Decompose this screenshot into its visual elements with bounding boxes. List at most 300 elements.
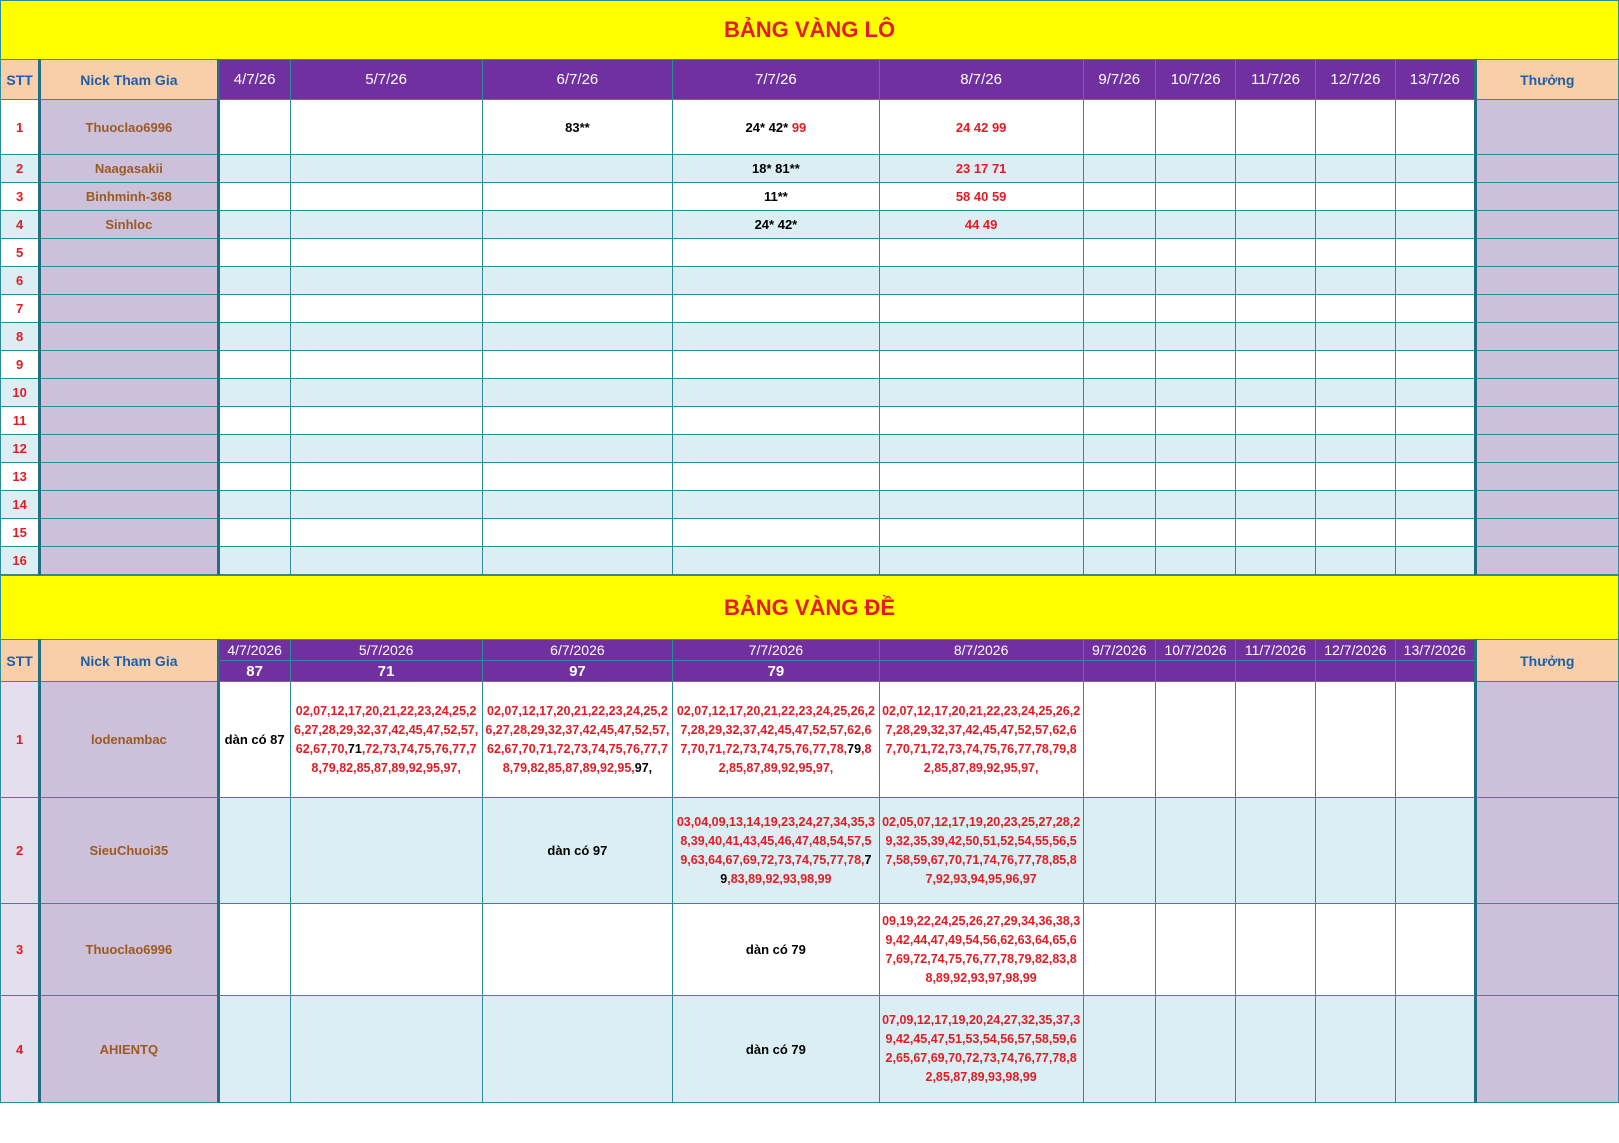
cell[interactable] <box>1236 463 1315 491</box>
cell[interactable] <box>879 379 1083 407</box>
cell[interactable] <box>1315 463 1395 491</box>
nick-cell[interactable]: Binhminh-368 <box>40 183 218 211</box>
cell[interactable] <box>290 155 482 183</box>
cell[interactable] <box>1315 519 1395 547</box>
cell[interactable] <box>482 491 673 519</box>
nick-cell[interactable]: Thuoclao6996 <box>40 100 218 155</box>
cell[interactable] <box>1236 295 1315 323</box>
cell[interactable]: 02,07,12,17,20,21,22,23,24,25,26,27,28,29,32,37,42,45,47,52,57,62,67,70,71,72,73,74,75,76,77,78,79,82,85,87,89,92,95,97, <box>879 682 1083 798</box>
cell[interactable] <box>1155 379 1235 407</box>
cell[interactable]: dàn có 97 <box>482 798 673 904</box>
cell[interactable] <box>218 435 290 463</box>
cell[interactable] <box>1236 491 1315 519</box>
cell[interactable] <box>1155 491 1235 519</box>
cell[interactable] <box>1155 407 1235 435</box>
cell[interactable] <box>1315 407 1395 435</box>
cell[interactable] <box>1155 519 1235 547</box>
cell[interactable] <box>482 323 673 351</box>
cell[interactable] <box>1083 407 1155 435</box>
cell[interactable]: 24* 42* <box>673 211 879 239</box>
cell[interactable] <box>879 267 1083 295</box>
cell[interactable] <box>1315 904 1395 996</box>
cell[interactable] <box>218 547 290 575</box>
cell[interactable] <box>1155 351 1235 379</box>
cell[interactable]: 02,05,07,12,17,19,20,23,25,27,28,29,32,35,39,42,50,51,52,54,55,56,57,58,59,67,70,71,74,76,77,78,85,87,92,93,94,95,96,97 <box>879 798 1083 904</box>
cell[interactable] <box>1236 435 1315 463</box>
cell[interactable] <box>1396 547 1475 575</box>
cell[interactable] <box>1083 100 1155 155</box>
cell[interactable] <box>290 183 482 211</box>
cell[interactable] <box>1315 682 1395 798</box>
prize-cell[interactable] <box>1475 379 1619 407</box>
cell[interactable] <box>1236 798 1315 904</box>
cell[interactable] <box>673 798 879 904</box>
cell[interactable] <box>673 323 879 351</box>
prize-cell[interactable] <box>1475 295 1619 323</box>
cell[interactable] <box>482 379 673 407</box>
cell[interactable] <box>1236 323 1315 351</box>
cell[interactable] <box>1396 519 1475 547</box>
cell[interactable] <box>1155 996 1235 1103</box>
cell[interactable] <box>218 519 290 547</box>
cell[interactable] <box>1236 155 1315 183</box>
nick-cell[interactable]: Naagasakii <box>40 155 218 183</box>
nick-cell[interactable] <box>40 407 218 435</box>
cell[interactable] <box>1315 323 1395 351</box>
cell[interactable] <box>673 267 879 295</box>
cell[interactable] <box>1236 100 1315 155</box>
de-header-date: 4/7/2026 <box>218 640 290 661</box>
cell[interactable] <box>879 463 1083 491</box>
cell[interactable] <box>1083 379 1155 407</box>
number-list: ,83,89,92,93,98,99 <box>727 871 832 886</box>
table-row <box>1 491 1619 519</box>
de-header-stt: STT <box>1 640 40 682</box>
cell[interactable] <box>218 463 290 491</box>
nick-cell[interactable] <box>40 435 218 463</box>
de-result: 71 <box>290 661 482 682</box>
cell[interactable] <box>1396 996 1475 1103</box>
cell[interactable] <box>1083 904 1155 996</box>
row-stt: 3 <box>1 904 40 996</box>
prize-cell[interactable] <box>1475 798 1619 904</box>
cell[interactable] <box>1396 379 1475 407</box>
row-stt: 15 <box>1 519 40 547</box>
cell[interactable] <box>290 491 482 519</box>
de-result: 97 <box>482 661 673 682</box>
nick-cell[interactable]: Sinhloc <box>40 211 218 239</box>
prize-cell[interactable] <box>1475 155 1619 183</box>
cell[interactable] <box>1315 491 1395 519</box>
prize-cell[interactable] <box>1475 267 1619 295</box>
lo-header-date: 6/7/26 <box>482 60 673 100</box>
number-list: 02,07,12,17,20,21,22,23,24,25,26,27,28,29,32,37,42,45,47,52,57,62,67,70,71,72,73,74,75,76,77,78, <box>676 703 875 756</box>
cell[interactable] <box>1083 211 1155 239</box>
cell[interactable] <box>290 100 482 155</box>
cell[interactable] <box>1315 351 1395 379</box>
cell[interactable] <box>1083 239 1155 267</box>
cell[interactable] <box>290 682 482 798</box>
cell[interactable] <box>1083 267 1155 295</box>
nick-cell[interactable]: lodenambac <box>40 682 218 798</box>
de-result: 87 <box>218 661 290 682</box>
de-result <box>1236 661 1315 682</box>
row-stt: 5 <box>1 239 40 267</box>
row-stt: 3 <box>1 183 40 211</box>
cell[interactable] <box>673 239 879 267</box>
cell[interactable] <box>1083 183 1155 211</box>
cell[interactable] <box>482 904 673 996</box>
lo-header-date: 5/7/26 <box>290 60 482 100</box>
cell[interactable] <box>218 183 290 211</box>
cell[interactable] <box>290 267 482 295</box>
cell[interactable] <box>1396 239 1475 267</box>
cell[interactable] <box>879 351 1083 379</box>
cell[interactable] <box>1315 295 1395 323</box>
cell[interactable] <box>673 379 879 407</box>
prize-cell[interactable] <box>1475 682 1619 798</box>
cell[interactable] <box>1155 155 1235 183</box>
cell[interactable] <box>879 323 1083 351</box>
hit-text: 99 <box>788 119 807 135</box>
cell[interactable] <box>482 239 673 267</box>
prize-cell[interactable] <box>1475 435 1619 463</box>
nick-cell[interactable] <box>40 323 218 351</box>
prize-cell[interactable] <box>1475 100 1619 155</box>
cell[interactable] <box>1083 491 1155 519</box>
cell[interactable] <box>1396 211 1475 239</box>
cell[interactable] <box>1155 295 1235 323</box>
cell[interactable] <box>1155 435 1235 463</box>
cell[interactable] <box>1236 351 1315 379</box>
cell[interactable] <box>673 547 879 575</box>
cell[interactable] <box>218 267 290 295</box>
cell[interactable] <box>673 519 879 547</box>
cell[interactable] <box>1236 267 1315 295</box>
cell[interactable] <box>218 239 290 267</box>
row-stt: 13 <box>1 463 40 491</box>
row-stt: 1 <box>1 682 40 798</box>
cell[interactable] <box>290 904 482 996</box>
cell[interactable] <box>1396 100 1475 155</box>
table-row <box>1 267 1619 295</box>
cell[interactable] <box>673 435 879 463</box>
row-stt: 2 <box>1 798 40 904</box>
cell[interactable] <box>482 996 673 1103</box>
cell[interactable] <box>1083 996 1155 1103</box>
cell[interactable] <box>482 682 673 798</box>
nick-cell[interactable]: AHIENTQ <box>40 996 218 1103</box>
cell[interactable] <box>879 239 1083 267</box>
cell[interactable] <box>1083 295 1155 323</box>
cell[interactable] <box>673 295 879 323</box>
cell[interactable] <box>482 295 673 323</box>
cell[interactable] <box>879 547 1083 575</box>
lo-header-date: 10/7/26 <box>1155 60 1235 100</box>
cell[interactable] <box>290 407 482 435</box>
cell[interactable] <box>1236 183 1315 211</box>
cell[interactable] <box>1083 435 1155 463</box>
cell[interactable] <box>1396 155 1475 183</box>
cell[interactable] <box>1396 267 1475 295</box>
row-stt: 11 <box>1 407 40 435</box>
cell[interactable]: dàn có 79 <box>673 904 879 996</box>
cell[interactable] <box>1155 904 1235 996</box>
cell[interactable] <box>1083 463 1155 491</box>
row-stt: 4 <box>1 211 40 239</box>
cell[interactable] <box>879 519 1083 547</box>
row-stt: 12 <box>1 435 40 463</box>
de-result <box>1083 661 1155 682</box>
prize-cell[interactable] <box>1475 491 1619 519</box>
cell[interactable] <box>218 295 290 323</box>
cell[interactable] <box>218 211 290 239</box>
de-header-prize: Thưởng <box>1475 640 1619 682</box>
hit-number: 79 <box>720 852 872 886</box>
cell[interactable] <box>879 407 1083 435</box>
row-stt: 7 <box>1 295 40 323</box>
prize-cell[interactable] <box>1475 183 1619 211</box>
cell[interactable] <box>1155 547 1235 575</box>
table-row <box>1 435 1619 463</box>
cell[interactable] <box>290 519 482 547</box>
cell[interactable] <box>218 996 290 1103</box>
cell[interactable] <box>1236 239 1315 267</box>
de-result <box>879 661 1083 682</box>
prize-cell[interactable] <box>1475 463 1619 491</box>
prize-cell[interactable] <box>1475 239 1619 267</box>
cell[interactable] <box>1236 682 1315 798</box>
nick-cell[interactable] <box>40 491 218 519</box>
lo-header-date: 11/7/26 <box>1236 60 1315 100</box>
prize-cell[interactable] <box>1475 519 1619 547</box>
cell[interactable]: 09,19,22,24,25,26,27,29,34,36,38,39,42,44,47,49,54,56,62,63,64,65,67,69,72,74,75,76,77,78,79,82,83,88,89,92,93,97,98,99 <box>879 904 1083 996</box>
row-stt: 6 <box>1 267 40 295</box>
cell[interactable] <box>1083 682 1155 798</box>
cell[interactable] <box>290 435 482 463</box>
cell[interactable] <box>1155 682 1235 798</box>
de-header-date: 8/7/2026 <box>879 640 1083 661</box>
cell[interactable] <box>1083 351 1155 379</box>
cell[interactable] <box>1236 904 1315 996</box>
cell[interactable] <box>1315 267 1395 295</box>
nick-cell[interactable] <box>40 267 218 295</box>
cell[interactable] <box>673 100 879 155</box>
cell[interactable] <box>1396 435 1475 463</box>
cell[interactable] <box>218 323 290 351</box>
cell[interactable] <box>1315 183 1395 211</box>
table-row <box>1 295 1619 323</box>
cell[interactable] <box>1396 904 1475 996</box>
cell[interactable] <box>673 351 879 379</box>
cell[interactable]: dàn có 79 <box>673 996 879 1103</box>
number-list: 02,07,12,17,20,21,22,23,24,25,26,27,28,29,32,37,42,45,47,52,57,62,67,70,71,72,73,74,75,76,77,78,79,82,85,87,89,92,95, <box>485 703 670 775</box>
cell[interactable] <box>482 547 673 575</box>
cell[interactable] <box>673 491 879 519</box>
cell[interactable] <box>290 996 482 1103</box>
table-row <box>1 407 1619 435</box>
nick-cell[interactable]: SieuChuoi35 <box>40 798 218 904</box>
cell[interactable] <box>1396 463 1475 491</box>
cell[interactable] <box>1083 547 1155 575</box>
cell[interactable] <box>1083 519 1155 547</box>
nick-cell[interactable] <box>40 547 218 575</box>
de-table <box>0 575 1619 1103</box>
prize-cell[interactable] <box>1475 996 1619 1103</box>
prize-cell[interactable] <box>1475 904 1619 996</box>
cell[interactable] <box>673 463 879 491</box>
cell[interactable] <box>218 100 290 155</box>
cell[interactable] <box>1315 547 1395 575</box>
lo-header-date: 8/7/26 <box>879 60 1083 100</box>
cell[interactable]: 11** <box>673 183 879 211</box>
cell[interactable] <box>290 211 482 239</box>
cell[interactable]: 58 40 59 <box>879 183 1083 211</box>
cell[interactable] <box>218 407 290 435</box>
cell[interactable] <box>1315 155 1395 183</box>
cell[interactable] <box>1396 183 1475 211</box>
lo-header-nick: Nick Tham Gia <box>40 60 218 100</box>
lo-header-date: 7/7/26 <box>673 60 879 100</box>
cell[interactable] <box>290 295 482 323</box>
cell[interactable] <box>218 379 290 407</box>
cell[interactable] <box>1236 547 1315 575</box>
row-stt: 14 <box>1 491 40 519</box>
cell[interactable] <box>1236 519 1315 547</box>
cell[interactable]: 18* 81** <box>673 155 879 183</box>
nick-cell[interactable] <box>40 519 218 547</box>
cell[interactable] <box>879 295 1083 323</box>
table-row <box>1 239 1619 267</box>
number-list: 03,04,09,13,14,19,23,24,27,34,35,38,39,40,41,43,45,46,47,48,54,57,59,63,64,67,69,72,73,74,75,77,78, <box>676 814 875 867</box>
cell[interactable] <box>1396 323 1475 351</box>
cell[interactable] <box>1396 798 1475 904</box>
nick-cell[interactable] <box>40 351 218 379</box>
cell[interactable] <box>673 682 879 798</box>
prize-cell[interactable] <box>1475 547 1619 575</box>
cell[interactable]: 23 17 71 <box>879 155 1083 183</box>
table-row <box>1 547 1619 575</box>
cell[interactable] <box>1155 211 1235 239</box>
prize-cell[interactable] <box>1475 407 1619 435</box>
nick-cell[interactable] <box>40 379 218 407</box>
table-row <box>1 183 1619 211</box>
cell[interactable] <box>1396 682 1475 798</box>
hit-number: 97, <box>634 760 653 775</box>
table-row <box>1 323 1619 351</box>
cell[interactable] <box>290 239 482 267</box>
prize-cell[interactable] <box>1475 323 1619 351</box>
cell[interactable] <box>1236 379 1315 407</box>
cell[interactable]: 44 49 <box>879 211 1083 239</box>
cell[interactable]: 07,09,12,17,19,20,24,27,32,35,37,39,42,45,47,51,53,54,56,57,58,59,62,65,67,69,70,72,73,74,76,77,78,82,85,87,89,93,98,99 <box>879 996 1083 1103</box>
lo-header-stt: STT <box>1 60 40 100</box>
cell[interactable]: 83** <box>482 100 673 155</box>
cell[interactable] <box>482 407 673 435</box>
de-header-date: 13/7/2026 <box>1396 640 1475 661</box>
cell[interactable] <box>218 155 290 183</box>
cell[interactable] <box>290 351 482 379</box>
table-row <box>1 798 1619 904</box>
cell[interactable] <box>482 211 673 239</box>
cell[interactable] <box>1155 100 1235 155</box>
cell[interactable] <box>290 323 482 351</box>
nick-cell[interactable]: Thuoclao6996 <box>40 904 218 996</box>
lo-header-prize: Thưởng <box>1475 60 1619 100</box>
cell[interactable] <box>1155 267 1235 295</box>
cell[interactable]: dàn có 87 <box>218 682 290 798</box>
cell[interactable] <box>218 491 290 519</box>
cell[interactable] <box>1315 100 1395 155</box>
cell[interactable] <box>1396 491 1475 519</box>
cell[interactable] <box>1083 798 1155 904</box>
lo-title: BẢNG VÀNG LÔ <box>1 1 1619 60</box>
row-stt: 10 <box>1 379 40 407</box>
cell[interactable] <box>482 155 673 183</box>
cell[interactable]: 24 42 99 <box>879 100 1083 155</box>
cell[interactable] <box>879 435 1083 463</box>
cell[interactable] <box>1155 798 1235 904</box>
cell[interactable] <box>1396 351 1475 379</box>
cell[interactable] <box>482 267 673 295</box>
cell[interactable] <box>218 351 290 379</box>
lo-header-date: 4/7/26 <box>218 60 290 100</box>
cell[interactable] <box>482 351 673 379</box>
cell[interactable] <box>879 491 1083 519</box>
cell[interactable] <box>1315 379 1395 407</box>
cell[interactable] <box>218 798 290 904</box>
cell[interactable] <box>482 463 673 491</box>
cell[interactable] <box>482 435 673 463</box>
table-row <box>1 211 1619 239</box>
cell[interactable] <box>482 183 673 211</box>
cell[interactable] <box>218 904 290 996</box>
cell[interactable] <box>1155 323 1235 351</box>
cell[interactable] <box>1083 323 1155 351</box>
nick-cell[interactable] <box>40 295 218 323</box>
prize-cell[interactable] <box>1475 351 1619 379</box>
cell[interactable] <box>482 519 673 547</box>
row-stt: 1 <box>1 100 40 155</box>
nick-cell[interactable] <box>40 239 218 267</box>
cell[interactable] <box>1236 211 1315 239</box>
table-row <box>1 100 1619 155</box>
cell[interactable] <box>1155 239 1235 267</box>
cell[interactable] <box>290 463 482 491</box>
cell[interactable] <box>290 798 482 904</box>
cell[interactable] <box>1315 211 1395 239</box>
cell[interactable] <box>290 547 482 575</box>
cell[interactable] <box>673 407 879 435</box>
row-stt: 16 <box>1 547 40 575</box>
cell[interactable] <box>1236 996 1315 1103</box>
cell[interactable] <box>290 379 482 407</box>
cell[interactable] <box>1155 183 1235 211</box>
cell[interactable] <box>1315 996 1395 1103</box>
lo-header-date: 9/7/26 <box>1083 60 1155 100</box>
cell[interactable] <box>1155 463 1235 491</box>
prize-cell[interactable] <box>1475 211 1619 239</box>
cell[interactable] <box>1315 239 1395 267</box>
cell[interactable] <box>1396 295 1475 323</box>
cell[interactable] <box>1396 407 1475 435</box>
table-row <box>1 351 1619 379</box>
nick-cell[interactable] <box>40 463 218 491</box>
cell[interactable] <box>1315 798 1395 904</box>
cell[interactable] <box>1083 155 1155 183</box>
cell[interactable] <box>1315 435 1395 463</box>
cell[interactable] <box>1236 407 1315 435</box>
